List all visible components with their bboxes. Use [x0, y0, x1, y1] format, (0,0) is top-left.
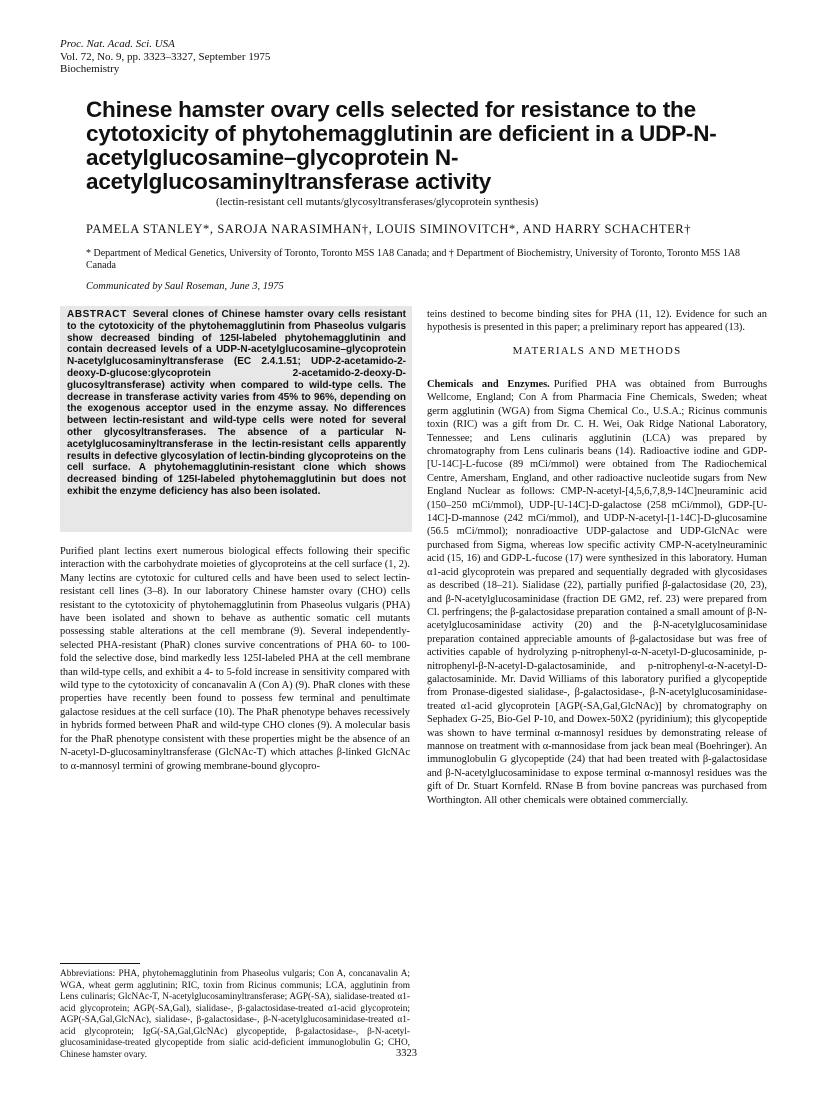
- keywords: (lectin-resistant cell mutants/glycosyltransferases/glycoprotein synthesis): [216, 196, 539, 208]
- communicated-by: Communicated by Saul Roseman, June 3, 1975: [86, 281, 284, 292]
- right-column-continuation: [427, 308, 767, 335]
- footnote-divider: [60, 963, 140, 964]
- section-heading-methods: MATERIALS AND METHODS: [512, 345, 682, 357]
- intro-column: [60, 545, 410, 773]
- article-title: Chinese hamster ovary cells selected for resistance to the cytotoxicity of phytohemagglutinin are deficient in a UDP-N-acetylglucosamine–glycoprotein N-acetylglucosaminyltransferase activity: [86, 97, 717, 194]
- journal-header: [60, 38, 270, 76]
- continuation-paragraph: teins destined to become binding sites for PHA (11, 12). Evidence for such an hypothesis is presented in this paper; a preliminary report has appeared (13).: [427, 309, 767, 334]
- methods-paragraph: [427, 378, 767, 807]
- methods-subheading: Chemicals and Enzymes.: [427, 379, 550, 390]
- author-list: PAMELA STANLEY*, SAROJA NARASIMHAN†, LOUIS SIMINOVITCH*, AND HARRY SCHACHTER†: [86, 222, 692, 236]
- page-number: 3323: [396, 1048, 417, 1059]
- methods-column: [427, 378, 767, 807]
- abstract-text: Several clones of Chinese hamster ovary cells resistant to the cytotoxicity of the phytohemagglutinin from Phaseolus vulgaris show decreased binding of 125I-labeled phytohemagglutinin and contain decreased levels of a UDP-N-acetylglucosamine–glycoprotein N-acetylglucosaminyltransferase (EC 2.4.1.51; UDP-2-acetamido-2-deoxy-D-glucose:glycoprotein 2-acetamido-2-deoxy-D-glucosyltransferase) activity when compared to wild-type cells. The decrease in transferase activity varies from 45% to 96%, depending on the exogenous acceptor used in the enzyme assay. No differences between lectin-resistant and wild-type cells were noted for several other glycosyltransferases. The absence of a particular N-acetylglucosaminyltransferase in the lectin-resistant cells apparently results in defective glycosylation of lectin-binding glycoproteins on the cell surface. A phytohemagglutinin-resistant clone which shows decreased binding of 125I-labeled phytohemagglutinin but does not exhibit the enzyme deficiency has also been isolated.: [67, 309, 406, 497]
- abbreviations-footnote: Abbreviations: PHA, phytohemagglutinin from Phaseolus vulgaris; Con A, concanavalin A; WGA, wheat germ agglutinin; RIC, toxin from Ricinus communis; LCA, agglutinin from Lens culinaris; GlcNAc-T, N-acetylglucosaminyltransferase; AGP(-SA), sialidase-treated α1-acid glycoprotein; AGP(-SA,Gal), sialidase-, β-galactosidase-treated α1-acid glycoprotein; AGP(-SA,Gal,GlcNAc), sialidase-, β-galactosidase-, β-N-acetylglucosaminidase-treated α1-acid glycoprotein; IgG(-SA,Gal,GlcNAc) glycopeptide, β-galactosidase-, β-N-acetyl-glucosaminidase-treated glycopeptide from sialic acid-deficient immunoglobulin G; CHO, Chinese hamster ovary.: [60, 969, 410, 1060]
- abstract-label: ABSTRACT: [67, 309, 127, 320]
- methods-text: Purified PHA was obtained from Burroughs Wellcome, England; Con A from Pharmacia Fine Chemicals, Sweden; wheat germ agglutinin (WGA) from Sigma Chemical Co., U.S.A.; Ricinus communis toxin (RIC) was a gift from Dr. C. H. Wei, Oak Ridge National Laboratory, Tennessee; and Lens culinaris agglutinin (LCA) was prepared by chromatography from Lens culinaris beans (14). Radioactive iodine and GDP-[U-14C]-L-fucose (89 mCi/mmol) were obtained from The Radiochemical Centre, Amersham, England, and other radioactive nucleotide sugars from New England Nuclear as follows: CMP-N-acetyl-[4,5,6,7,8,9-14C]neuraminic acid (150–250 mCi/mmol), UDP-[U-14C]-D-galactose (258 mCi/mmol), GDP-[U-14C]-D-mannose (242 mCi/mmol), and UDP-N-acetyl-[1-14C]-D-glucosamine (56.5 mCi/mmol); nonradioactive UDP-galactose and UDP-GlcNAc were purchased from Sigma, whereas low specific activity CMP-N-acetylneuraminic acid (15, 16) and GDP-L-fucose (17) were synthesized in this laboratory. Human α1-acid glycoprotein was prepared and sequentially degraded with glycosidases as described (18–21). Sialidase (22), partially purified β-galactosidase (20, 23), and β-N-acetylglucosaminidase (fraction DE GM2, ref. 23) were prepared from Cl. perfringens; the β-galactosidase preparation contained a small amount of β-N-acetylglucosaminidase activity (20) and the β-N-acetylglucosaminidase preparation contained appreciable amounts of β-galactosidase but was free of activities capable of hydrolyzing p-nitrophenyl-α-N-acetyl-D-glucosaminide, p-nitrophenyl-β-N-acetyl-D-galactosaminide, and p-nitrophenyl-α-N-acetyl-D-galactosaminide. Mr. David Williams of this laboratory purified a glycopeptide from Pronase-digested sialidase-, β-galactosidase-, β-N-acetylglucosaminidase-treated α1-acid glycoprotein [AGP(-SA,Gal,GlcNAc)] by chromatography on Sephadex G-25, Bio-Gel P-10, and Dowex-50X2 (pyridinium); this glycopeptide was shown to have terminal α-mannosyl residues by demonstrating release of mannose on treatment with α-mannosidase from jack bean meal (Boehringer). An immunoglobulin G glycopeptide (24) that had been treated with β-galactosidase and β-N-acetylglucosaminidase to expose terminal α-mannosyl residues was the gift of Dr. Stuart Kornfeld. RNase B from bovine pancreas was purchased from Worthington. All other chemicals were obtained commercially.: [427, 379, 767, 806]
- abstract-box: [60, 306, 412, 532]
- journal-volume: Vol. 72, No. 9, pp. 3323–3327, September 1975: [60, 50, 271, 63]
- intro-paragraph: Purified plant lectins exert numerous biological effects following their specific interaction with the carbohydrate moieties of glycoproteins at the cell surface (1, 2). Many lectins are cytotoxic for cultured cells and have been used to select lectin-resistant cell lines (3–8). In our laboratory Chinese hamster ovary (CHO) cells resistant to the cytotoxicity of phytohemagglutinin from Phaseolus vulgaris (PHA) have been isolated and shown to behave as authentic somatic cell mutants possessing stable alterations at the cell membrane (9). Several independently-selected PHA-resistant (PhaR) clones survive concentrations of PHA 60- to 100-fold the selective dose, bind markedly less 125I-labeled PHA at the cell membrane than wild-type cells, and exhibit a 4- to 5-fold increase in sensitivity compared with wild type to the cytotoxicity of concanavalin A (Con A) (9). PhaR clones with these properties have recently been found to possess few terminal and penultimate galactose residues at the cell surface (10). The PhaR phenotype behaves recessively in hybrids formed between PhaR and wild-type CHO clones (9). A molecular basis for the PhaR phenotype consistent with these properties might be the absence of an N-acetyl-D-glucosaminyltransferase (GlcNAc-T) which attaches β-linked GlcNAc to α-mannosyl termini of growing membrane-bound glycopro-: [60, 546, 410, 772]
- journal-name: Proc. Nat. Acad. Sci. USA: [60, 38, 175, 50]
- journal-section: Biochemistry: [60, 63, 120, 75]
- affiliations: * Department of Medical Genetics, University of Toronto, Toronto M5S 1A8 Canada; and † Department of Biochemistry, University of Toronto, Toronto M5S 1A8 Canada: [86, 248, 741, 271]
